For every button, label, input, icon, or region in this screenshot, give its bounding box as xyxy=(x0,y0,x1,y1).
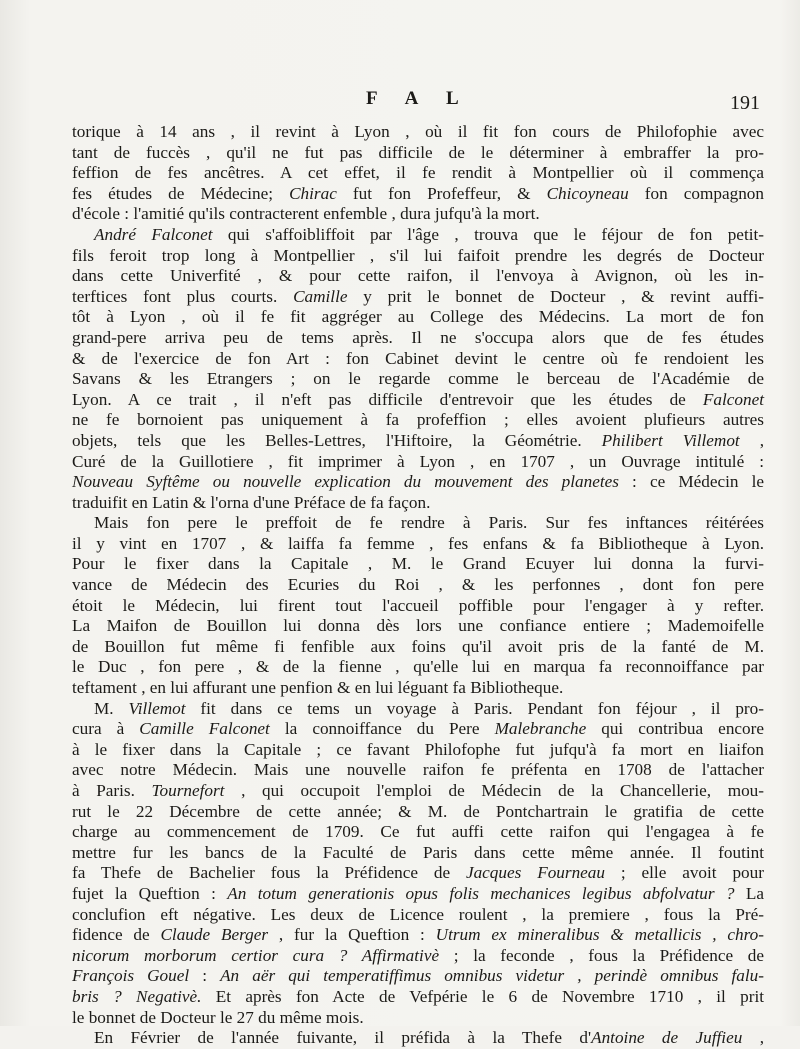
italic-text: André Falconet xyxy=(94,224,213,244)
italic-text: Camille xyxy=(293,286,348,306)
italic-text: An aër qui temperatiffimus omnibus videtur , perindè omnibus falu- xyxy=(220,966,764,986)
text-segment: d'école : l'amitié qu'ils contracterent enfemble , dura jufqu'à la mort. xyxy=(72,204,540,224)
text-line xyxy=(72,987,764,1008)
italic-text: Nouveau Syftême ou nouvelle explication du mouvement des planetes xyxy=(72,472,619,492)
text-segment: ; elle avoit pour xyxy=(604,863,764,883)
text-segment: Et après fon Acte de Vefpérie le 6 de Novembre 1710 , il prit xyxy=(201,986,764,1006)
text-segment: fit dans ce tems un voyage à Paris. Pendant fon féjour , il pro- xyxy=(185,698,764,718)
text-line xyxy=(72,225,764,246)
italic-text: Antoine de Juffieu xyxy=(591,1028,743,1048)
text-line xyxy=(72,575,764,596)
text-segment: La xyxy=(734,883,764,903)
text-segment: fidence de xyxy=(72,925,161,945)
text-segment: mettre fur les bancs de la Faculté de Paris dans cette même année. Il foutint xyxy=(72,842,764,862)
text-segment: , qui occupoit l'emploi de Médecin de la Chancellerie, mou- xyxy=(224,781,764,800)
text-line xyxy=(72,596,764,617)
text-segment: Mais fon pere le preffoit de fe rendre à Paris. Sur fes inftances réitérées xyxy=(94,513,764,533)
text-segment: fujet la Queftion : xyxy=(72,883,228,903)
text-segment: En Février de l'année fuivante, il préfida à la Thefe d' xyxy=(94,1028,592,1048)
text-segment: tant de fuccès , qu'il ne fut pas difficile de le déterminer à embraffer la pro- xyxy=(72,142,764,162)
text-segment: Lyon. A ce trait , il n'eft pas difficile d'entrevoir que les études de xyxy=(72,389,703,409)
text-segment: terftices font plus courts. xyxy=(72,286,294,306)
text-segment: à le fixer dans la Capitale ; ce favant Philofophe fut jufqu'à fa mort en liaifon xyxy=(72,739,764,759)
italic-text: Philibert Villemot xyxy=(601,430,740,450)
text-segment: fes études de Médecine; xyxy=(72,183,290,203)
text-segment: qui s'affoibliffoit par l'âge , trouva que le féjour de fon petit- xyxy=(212,224,764,244)
text-line xyxy=(72,307,764,328)
text-line xyxy=(72,863,764,884)
text-segment: & de l'exercice de fon Art : fon Cabinet devint le centre où fe rendoient les xyxy=(72,348,764,368)
text-segment: étoit le Médecin, lui firent tout l'accueil poffible pour l'engager à y refter. xyxy=(72,595,764,615)
text-line xyxy=(72,699,764,720)
text-segment: Pour le fixer dans la Capitale , M. le Grand Ecuyer lui donna la furvi- xyxy=(72,554,764,574)
text-segment: tôt à Lyon , où il fe fit aggréger au College des Médecins. La mort de fon xyxy=(72,307,764,327)
text-line xyxy=(72,390,764,411)
text-segment: charge au commencement de 1709. Ce fut auffi cette raifon qui l'engagea à fe xyxy=(72,822,764,842)
italic-text: Villemot xyxy=(128,698,186,718)
text-line xyxy=(72,905,764,926)
text-segment: le bonnet de Docteur le 27 du même mois. xyxy=(72,1007,364,1027)
italic-text: Falconet xyxy=(702,389,764,409)
text-segment: : xyxy=(189,966,221,986)
italic-text: nicorum morborum certior cura ? Affirmativè xyxy=(72,945,440,965)
italic-text: Malebranche xyxy=(494,719,587,739)
text-segment: à Paris. xyxy=(72,781,152,800)
text-line xyxy=(72,266,764,287)
italic-text: Chirac xyxy=(289,183,337,203)
text-line xyxy=(72,925,764,946)
page-number: 191 xyxy=(730,92,760,114)
text-line xyxy=(72,637,764,658)
text-line xyxy=(72,184,764,205)
text-line xyxy=(72,534,764,555)
text-line xyxy=(72,1028,764,1049)
text-line xyxy=(72,740,764,761)
text-line xyxy=(72,678,764,699)
text-line xyxy=(72,616,764,637)
italic-text: An totum generationis opus folis mechanices legibus abfolvatur ? xyxy=(227,883,735,903)
italic-text: Jacques Fourneau xyxy=(465,863,605,883)
text-segment: torique à 14 ans , il revint à Lyon , où il fit fon cours de Philofophie avec xyxy=(72,122,764,141)
text-line xyxy=(72,472,764,493)
text-line xyxy=(72,163,764,184)
text-segment: vance de Médecin des Ecuries du Roi , & les perfonnes , dont fon pere xyxy=(72,575,764,595)
text-segment: , fur la Queftion : xyxy=(268,925,436,945)
italic-text: Utrum ex mineralibus & metallicis , chro- xyxy=(435,925,764,945)
text-segment: cura à xyxy=(72,719,140,739)
text-segment: ; la feconde , fous la Préfidence de xyxy=(439,945,764,965)
text-segment: fa Thefe de Bachelier fous la Préfidence de xyxy=(72,863,466,883)
text-line xyxy=(72,410,764,431)
text-line xyxy=(72,802,764,823)
text-segment: y prit le bonnet de Docteur , & revint auffi- xyxy=(347,286,764,306)
text-line xyxy=(72,822,764,843)
text-segment: de Bouillon fut même fi fenfible aux foins qu'il avoit pris de la fanté de M. xyxy=(72,636,764,656)
text-line xyxy=(72,246,764,267)
italic-text: Chicoyneau xyxy=(546,183,629,203)
text-segment: M. xyxy=(94,698,129,718)
text-segment: rut le 22 Décembre de cette année; & M. de Pontchartrain le gratifia de cette xyxy=(72,801,764,821)
italic-text: bris ? Negativè. xyxy=(72,986,202,1006)
text-line xyxy=(72,554,764,575)
text-line xyxy=(72,328,764,349)
text-segment: : ce Médecin le xyxy=(618,472,764,492)
text-line xyxy=(72,349,764,370)
text-segment: Savans & les Etrangers ; on le regarde comme le berceau de l'Académie de xyxy=(72,369,764,389)
italic-text: Tournefort xyxy=(151,781,225,800)
text-line xyxy=(72,719,764,740)
text-line xyxy=(72,781,764,802)
text-segment: traduifit en Latin & l'orna d'une Préface de fa façon. xyxy=(72,492,431,512)
text-segment: , xyxy=(742,1028,764,1048)
text-segment: feffion de fes ancêtres. A cet effet, il fe rendit à Montpellier où il commença xyxy=(72,163,764,183)
text-segment: teftament , en lui affurant une penfion & en lui léguant fa Bibliotheque. xyxy=(72,678,564,698)
italic-text: François Gouel xyxy=(72,966,190,986)
text-line xyxy=(72,966,764,987)
text-segment: dans cette Univerfité , & pour cette raifon, il l'envoya à Avignon, où les in- xyxy=(72,266,764,286)
text-segment: grand-pere arriva peu de tems après. Il ne s'occupa alors que de fes études xyxy=(72,327,764,347)
text-line xyxy=(72,1008,764,1029)
body-text xyxy=(72,122,764,1049)
text-segment: objets, tels que les Belles-Lettres, l'Hiftoire, la Géométrie. xyxy=(72,430,602,450)
text-segment: Curé de la Guillotiere , fit imprimer à Lyon , en 1707 , un Ouvrage intitulé : xyxy=(72,451,764,471)
text-segment: fon compagnon xyxy=(628,183,764,203)
running-head: F A L xyxy=(366,88,471,109)
text-segment: fils feroit trop long à Montpellier , s'il lui faifoit prendre les degrés de Docteur xyxy=(72,245,764,265)
text-line xyxy=(72,431,764,452)
text-line xyxy=(72,884,764,905)
italic-text: Camille Falconet xyxy=(139,719,270,739)
text-segment: avec notre Médecin. Mais une nouvelle raifon fe préfenta en 1708 de l'attacher xyxy=(72,760,764,780)
text-segment: la connoiffance du Pere xyxy=(269,719,495,739)
text-line xyxy=(72,513,764,534)
text-line xyxy=(72,204,764,225)
page-header xyxy=(0,88,800,118)
text-line xyxy=(72,122,764,143)
text-line xyxy=(72,843,764,864)
text-line xyxy=(72,452,764,473)
text-line xyxy=(72,657,764,678)
text-line xyxy=(72,143,764,164)
text-segment: il y vint en 1707 , & laiffa fa femme , fes enfans & fa Bibliotheque à Lyon. xyxy=(72,533,764,553)
text-segment: La Maifon de Bouillon lui donna dès lors une confiance entiere ; Mademoifelle xyxy=(72,616,764,636)
text-segment: conclufion eft négative. Les deux de Licence roulent , la premiere , fous la Pré- xyxy=(72,904,764,924)
text-line xyxy=(72,493,764,514)
text-line xyxy=(72,287,764,308)
text-segment: qui contribua encore xyxy=(586,719,764,739)
text-line xyxy=(72,760,764,781)
text-segment: , xyxy=(739,430,764,450)
text-line xyxy=(72,369,764,390)
text-segment: fut fon Profeffeur, & xyxy=(336,183,547,203)
text-segment: ne fe bornoient pas uniquement à fa profeffion ; elles avoient plufieurs autres xyxy=(72,410,764,430)
italic-text: Claude Berger xyxy=(160,925,269,945)
text-segment: le Duc , fon pere , & de la fienne , qu'elle lui en marqua fa reconnoiffance par xyxy=(72,657,764,677)
text-line xyxy=(72,946,764,967)
